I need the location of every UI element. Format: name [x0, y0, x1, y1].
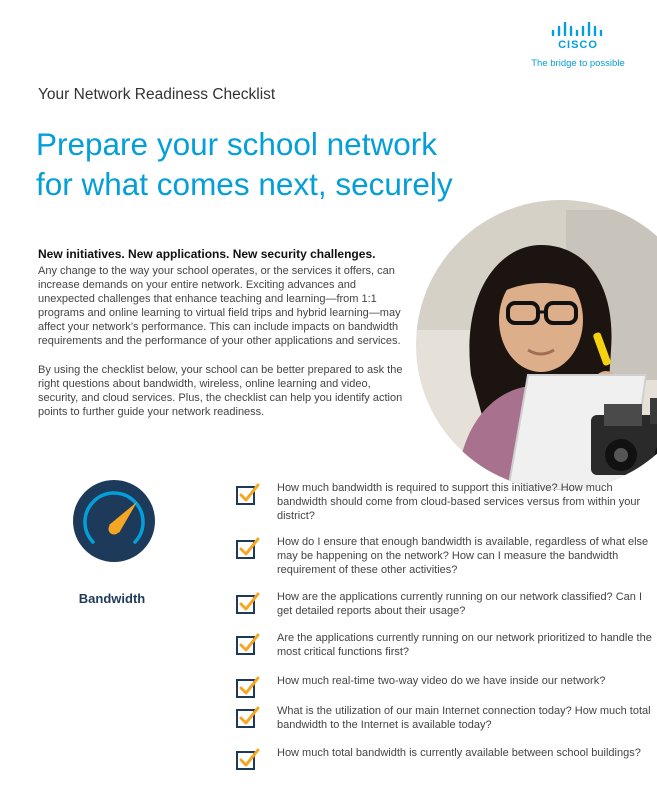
intro-paragraph-1: Any change to the way your school operates, or the services it offers, can increase demands on your entire network. Exciting advances and unexpected challenges that enhance teaching and learning—from 1:1 programs and online learning to virtual field trips and hybrid learning—may affect your network’s performance. This can include impacts on bandwidth requirements and the performance of your other applications and services. [38, 265, 401, 347]
intro-section [38, 247, 403, 434]
checklist-question-4: Are the applications currently running on our network prioritized to handle the most critical functions first? [277, 632, 652, 658]
checkbox-checked-icon [236, 537, 260, 559]
checkbox-checked-icon [236, 706, 260, 728]
checklist-question-5: How much real-time two-way video do we have inside our network? [277, 675, 606, 687]
cisco-logo [518, 22, 638, 69]
checklist-question-1: How much bandwidth is required to support this initiative? How much bandwidth should come from cloud-based services versus from within your district? [277, 482, 641, 522]
checkbox-checked-icon [236, 633, 260, 655]
checklist-question-2: How do I ensure that enough bandwidth is available, regardless of what else may be happening on the network? How can I measure the bandwidth requirement of these other activities? [277, 536, 649, 576]
checklist-question-6: What is the utilization of our main Internet connection today? How much total bandwidth to the Internet is available today? [277, 705, 651, 731]
section-label-bandwidth: Bandwidth [78, 591, 146, 606]
checklist-question-3: How are the applications currently running on our network classified? Can I get detailed reports about their usage? [277, 591, 643, 617]
checkbox-checked-icon [236, 592, 260, 614]
checkbox-checked-icon [236, 676, 260, 698]
speedometer-icon [71, 478, 157, 569]
checkbox-checked-icon [236, 748, 260, 770]
student-photo [416, 200, 657, 490]
headline-line-2: for what comes next, securely [36, 166, 453, 202]
page-subtitle: Your Network Readiness Checklist [38, 86, 276, 103]
cisco-bars-icon [550, 22, 606, 38]
headline-line-1: Prepare your school network [36, 126, 437, 162]
intro-heading: New initiatives. New applications. New security challenges. [38, 247, 376, 261]
cisco-wordmark: CISCO [558, 39, 598, 51]
page-headline [36, 124, 453, 204]
brand-tagline: The bridge to possible [531, 58, 625, 69]
checklist-question-7: How much total bandwidth is currently available between school buildings? [277, 747, 641, 759]
intro-paragraph-2: By using the checklist below, your school can be better prepared to ask the right questions about bandwidth, wireless, online learning and video, security, and cloud services. Plus, the checklist can help you identify action points to further guide your network readiness. [38, 364, 403, 418]
checkbox-checked-icon [236, 483, 260, 505]
